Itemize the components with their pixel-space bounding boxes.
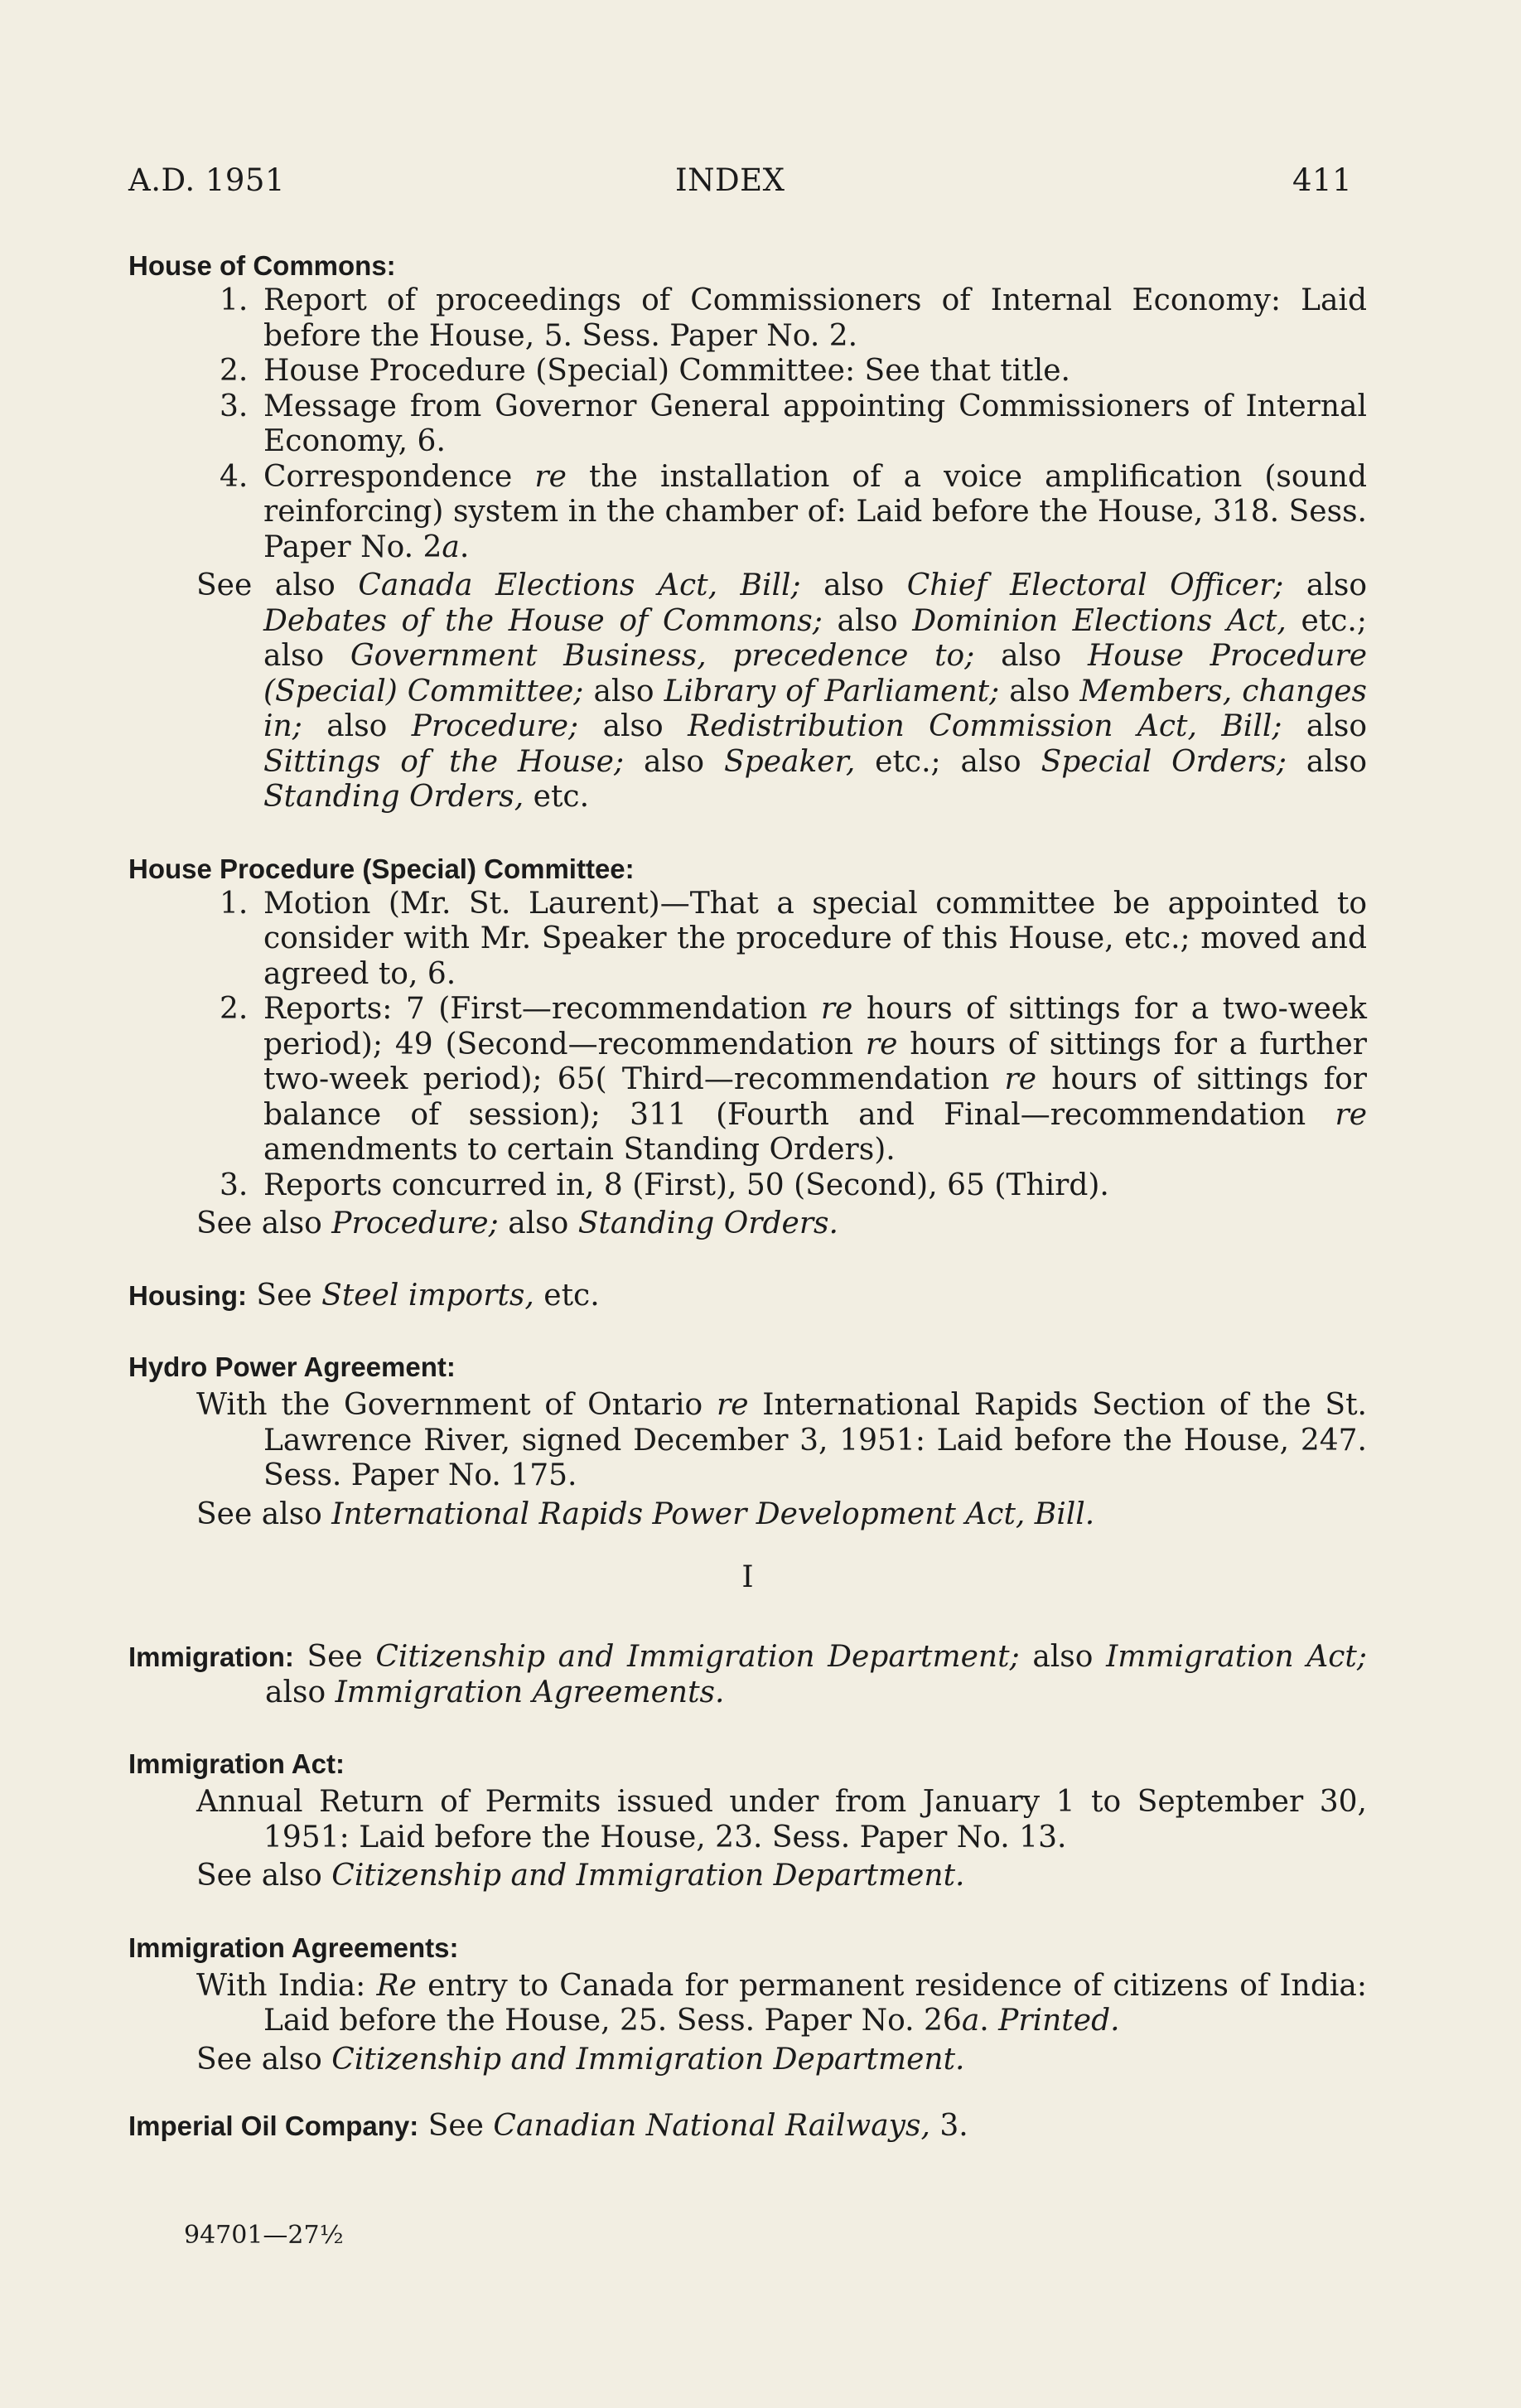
see-also-text: also	[578, 709, 688, 743]
entry-heading: House Procedure (Special) Committee:	[128, 853, 635, 884]
see-also-text: also	[800, 568, 907, 602]
see-also-text: also	[624, 744, 724, 779]
cross-reference: Canada Elections Act, Bill;	[358, 568, 801, 602]
entry-text-part: With India:	[196, 1968, 377, 2003]
see-also-text: See also	[196, 568, 359, 602]
entry-immigration-agreements	[128, 1931, 1367, 2078]
spacer	[128, 1894, 1367, 1931]
cross-reference: Immigration Act;	[1106, 1640, 1367, 1674]
cross-reference: Standing Orders,	[263, 780, 524, 814]
list-item	[128, 460, 1367, 566]
item-text-italic: a	[442, 529, 460, 564]
spacer	[128, 1242, 1367, 1279]
cross-reference: Debates of the House of Commons;	[263, 603, 823, 638]
cross-reference: Redistribution Commission Act, Bill;	[688, 709, 1282, 743]
see-also-text: etc.	[524, 780, 590, 814]
cross-reference: Citizenship and Immigration Department.	[331, 1859, 965, 1893]
see-also-text: also	[1283, 568, 1367, 602]
item-text: Reports: 7 (First—recommendation	[263, 992, 821, 1026]
entry-heading: Imperial Oil Company:	[128, 2111, 419, 2141]
item-number: 1.	[220, 886, 249, 921]
entry-text	[128, 1388, 1367, 1494]
item-text: hours of sittings for a further two-week period); 65( Third—recommendation	[263, 1027, 1367, 1096]
item-number: 4.	[220, 459, 249, 494]
cross-reference: Procedure;	[331, 1206, 499, 1240]
spacer	[128, 1710, 1367, 1747]
cross-reference: Special Orders;	[1041, 744, 1287, 779]
see-also-text: See	[293, 1640, 376, 1674]
item-number: 1.	[220, 283, 249, 317]
entry-immigration-act	[128, 1747, 1367, 1894]
see-also-text: etc.; also	[263, 603, 1367, 673]
item-number: 2.	[220, 354, 249, 388]
see-also-text: etc.; also	[855, 744, 1041, 779]
item-text: Reports concurred in, 8 (First), 50 (Second), 65 (Third).	[263, 1168, 1109, 1202]
entry-heading: Housing:	[128, 1279, 247, 1311]
header-title: INDEX	[675, 162, 785, 198]
cross-reference: Citizenship and Immigration Department.	[331, 2042, 965, 2077]
header-year: A.D. 1951	[128, 162, 286, 198]
entry-imperial-oil	[128, 2109, 1367, 2144]
cross-reference: Dominion Elections Act,	[912, 603, 1287, 638]
cross-reference: Immigration Agreements.	[335, 1675, 725, 1709]
item-text-italic: re	[1004, 1062, 1037, 1096]
item-number: 3.	[220, 389, 249, 423]
see-also-text: also	[498, 1206, 578, 1240]
item-text-italic: re	[1335, 1097, 1367, 1132]
see-also	[128, 1206, 1367, 1242]
item-number: 3.	[220, 1168, 249, 1202]
entry-text-part: With the Government of Ontario	[196, 1388, 717, 1422]
entry-text	[128, 1969, 1367, 2039]
see-also	[128, 1497, 1367, 1533]
see-also-text: also	[1287, 744, 1368, 779]
entry-housing	[128, 1279, 1367, 1314]
cross-reference: Members, changes in;	[263, 674, 1368, 743]
see-also-text: also	[1019, 1640, 1107, 1674]
cross-reference: Government Business, precedence to;	[350, 639, 975, 673]
entry-house-procedure	[128, 852, 1367, 1242]
list-item	[128, 992, 1367, 1168]
entry-text-italic: a	[961, 2004, 980, 2038]
item-text: .	[459, 529, 470, 564]
cross-reference: Canadian National Railways,	[493, 2109, 930, 2143]
list-item	[128, 283, 1367, 354]
entry-immigration	[128, 1640, 1367, 1710]
see-also-text: also	[583, 674, 664, 708]
see-also-text: also	[302, 709, 412, 743]
page-number: 411	[1292, 162, 1353, 198]
entry-text-italic: re	[716, 1388, 749, 1422]
entry-heading: Immigration Act:	[128, 1748, 345, 1779]
see-also-text: See	[246, 1278, 322, 1313]
see-also-text: also	[1282, 709, 1367, 743]
see-also-text: 3.	[930, 2109, 968, 2143]
spacer	[128, 815, 1367, 852]
cross-reference: Standing Orders.	[577, 1206, 838, 1240]
see-also-text: also	[974, 639, 1088, 673]
cross-reference: Steel imports,	[321, 1278, 534, 1313]
item-text-italic: re	[534, 459, 567, 494]
spacer	[128, 2077, 1367, 2109]
entry-text-italic: Printed.	[998, 2004, 1120, 2038]
cross-reference: Sittings of the House;	[263, 744, 625, 779]
item-text-italic: re	[820, 992, 853, 1026]
entry-text-part: entry to Canada for permanent residence of citizens of India: Laid before the House, 25. Sess. Paper No. 26	[263, 1968, 1367, 2038]
see-also-text: See also	[196, 2042, 332, 2077]
entry-heading: Immigration Agreements:	[128, 1932, 459, 1963]
see-also-text: also	[265, 1675, 336, 1709]
item-number: 2.	[220, 992, 249, 1026]
see-also-text: See	[418, 2109, 494, 2143]
cross-reference: Chief Electoral Officer;	[906, 568, 1284, 602]
entry-text: Annual Return of Permits issued under from January 1 to September 30, 1951: Laid before the House, 23. Sess. Paper No. 13.	[196, 1785, 1367, 1854]
entry-text-part: International Rapids Section of the St. Lawrence River, signed December 3, 1951: Laid before the House, 247. Sess. Paper No. 175.	[263, 1388, 1368, 1492]
item-text-italic: re	[865, 1027, 898, 1061]
item-text: Motion (Mr. St. Laurent)—That a special committee be appointed to consider with Mr. Speaker the procedure of this House, etc.; moved and agreed to, 6.	[263, 886, 1367, 991]
section-letter: I	[741, 1560, 754, 1594]
spacer	[128, 1313, 1367, 1350]
entry-heading: Immigration:	[128, 1642, 294, 1672]
entry-text-italic: Re	[376, 1968, 417, 2003]
see-also	[128, 2043, 1367, 2078]
index-content	[128, 249, 1367, 2144]
see-also	[128, 568, 1367, 815]
item-text: hours of sittings for balance of session); 311 (Fourth and Final—recommendation	[263, 1062, 1367, 1132]
see-also-text: See also	[196, 1859, 332, 1893]
entry-house-of-commons	[128, 249, 1367, 815]
item-text: the installation of a voice amplification (sound reinforcing) system in the chamber of: Laid before the House, 318. Sess. Paper No. 2	[263, 459, 1367, 564]
see-also-text: See also	[196, 1206, 332, 1240]
see-also-text: See also	[196, 1497, 332, 1531]
item-text: Report of proceedings of Commissioners of Internal Economy: Laid before the House, 5. Sess. Paper No. 2.	[263, 283, 1367, 353]
item-text: Correspondence	[263, 459, 535, 494]
cross-reference: Library of Parliament;	[664, 674, 1000, 708]
item-text: Message from Governor General appointing Commissioners of Internal Economy, 6.	[263, 389, 1367, 458]
entry-text-part: .	[979, 2004, 999, 2038]
entry-hydro-power-agreement	[128, 1350, 1367, 1532]
see-also	[128, 1859, 1367, 1894]
list-item	[128, 389, 1367, 460]
see-also-text: also	[999, 674, 1080, 708]
cross-reference: Procedure;	[411, 709, 579, 743]
item-text: amendments to certain Standing Orders).	[263, 1133, 896, 1167]
list-item	[128, 354, 1367, 389]
cross-reference: Citizenship and Immigration Department;	[375, 1640, 1020, 1674]
entry-heading: House of Commons:	[128, 250, 396, 281]
footer-code: 94701—27½	[184, 2221, 344, 2250]
cross-reference: House Procedure (Special) Committee;	[263, 639, 1368, 708]
see-also-text: also	[822, 603, 913, 638]
item-text: House Procedure (Special) Committee: See that title.	[263, 354, 1071, 388]
entry-heading: Hydro Power Agreement:	[128, 1351, 456, 1382]
list-item	[128, 1168, 1367, 1204]
see-also-text: etc.	[534, 1278, 600, 1313]
list-item	[128, 887, 1367, 993]
cross-reference: International Rapids Power Development Act, Bill.	[331, 1497, 1095, 1531]
item-text: hours of sittings for a two-week period); 49 (Second—recommendation	[263, 992, 1367, 1061]
cross-reference: Speaker,	[723, 744, 856, 779]
